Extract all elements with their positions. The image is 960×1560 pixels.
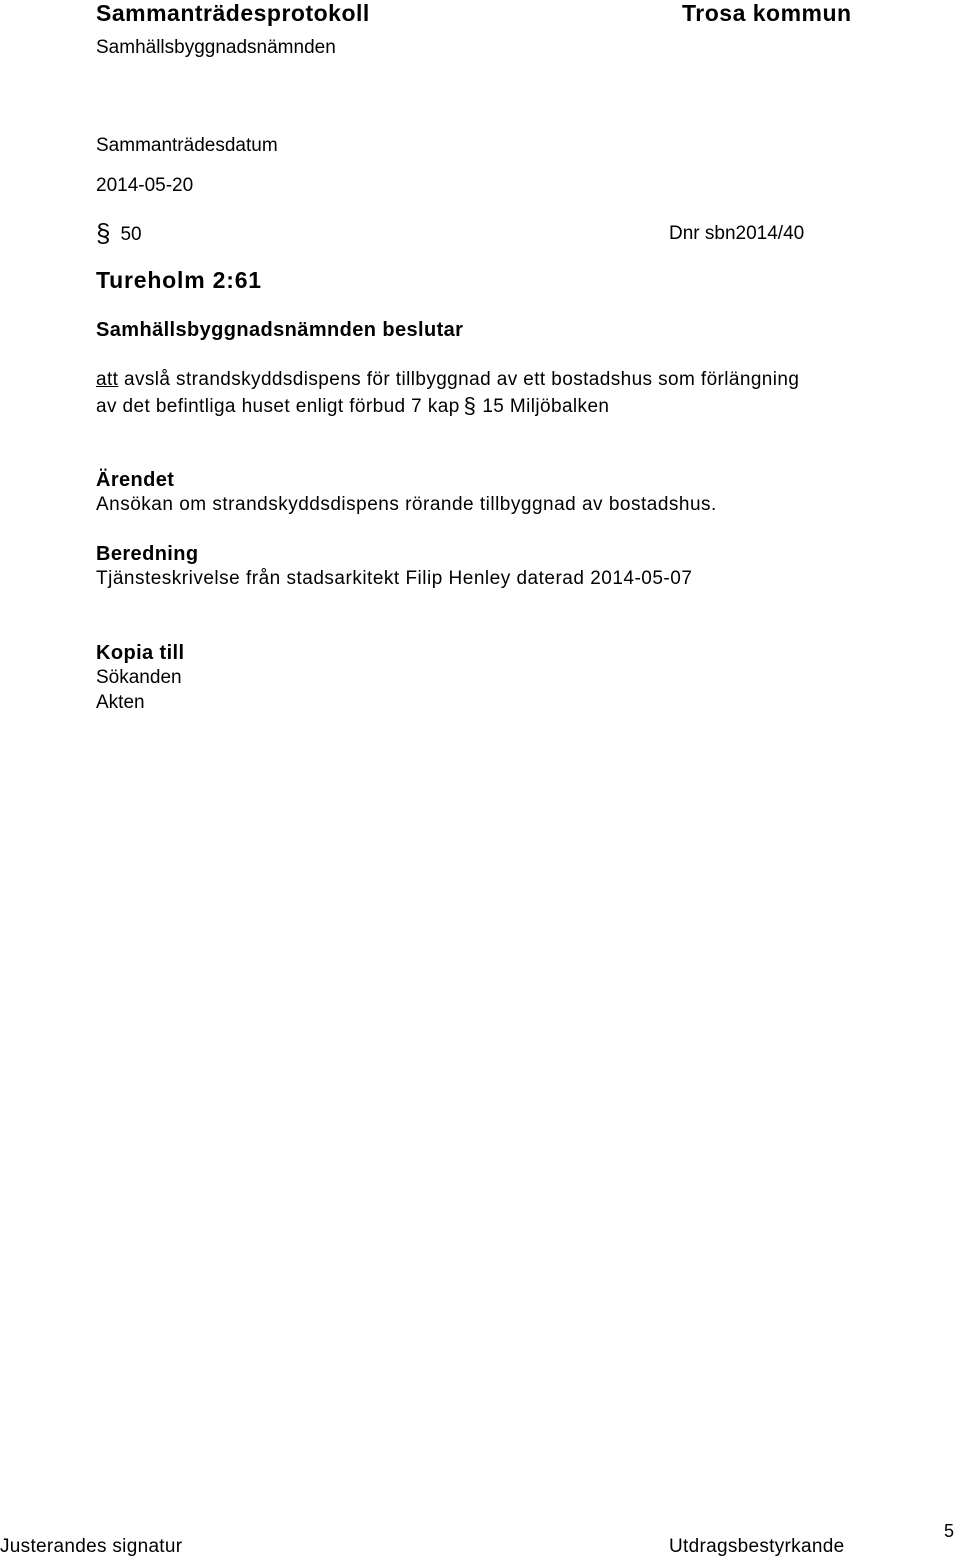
diary-number: Dnr sbn2014/40 — [669, 223, 805, 244]
item-title: Tureholm 2:61 — [96, 267, 262, 293]
decision-att: att — [96, 369, 119, 390]
meeting-date: 2014-05-20 — [96, 175, 194, 196]
municipality-name: Trosa kommun — [682, 0, 852, 26]
copy-to-recipient: Sökanden — [96, 667, 182, 688]
matter-heading: Ärendet — [96, 469, 175, 491]
decision-text-2b: 15 Miljöbalken — [482, 396, 610, 417]
matter-text: Ansökan om strandskyddsdispens rörande tillbyggnad av bostadshus. — [96, 494, 717, 515]
law-paragraph-symbol: § — [463, 393, 477, 418]
decision-text-1: avslå strandskyddsdispens för tillbyggnad av ett bostadshus som förlängning — [124, 369, 800, 390]
page-number: 5 — [944, 1521, 955, 1541]
document-type: Sammanträdesprotokoll — [96, 0, 370, 26]
committee-name: Samhällsbyggnadsnämnden — [96, 37, 336, 58]
preparation-heading: Beredning — [96, 543, 199, 565]
footer-certification-label: Utdragsbestyrkande — [669, 1536, 845, 1557]
decision-text-2a: av det befintliga huset enligt förbud 7 kap — [96, 396, 460, 417]
item-number: 50 — [120, 224, 142, 245]
copy-to-recipient: Akten — [96, 692, 145, 713]
decision-heading: Samhällsbyggnadsnämnden beslutar — [96, 319, 464, 341]
decision-line-1 — [96, 369, 799, 391]
footer-signature-label: Justerandes signatur — [0, 1536, 183, 1557]
decision-line-2 — [96, 395, 609, 418]
preparation-text: Tjänsteskrivelse från stadsarkitekt Filip Henley daterad 2014-05-07 — [96, 568, 693, 589]
meeting-date-label: Sammanträdesdatum — [96, 135, 278, 156]
paragraph-symbol: § — [96, 218, 111, 248]
item-number-line — [96, 220, 142, 246]
copy-to-heading: Kopia till — [96, 642, 185, 664]
